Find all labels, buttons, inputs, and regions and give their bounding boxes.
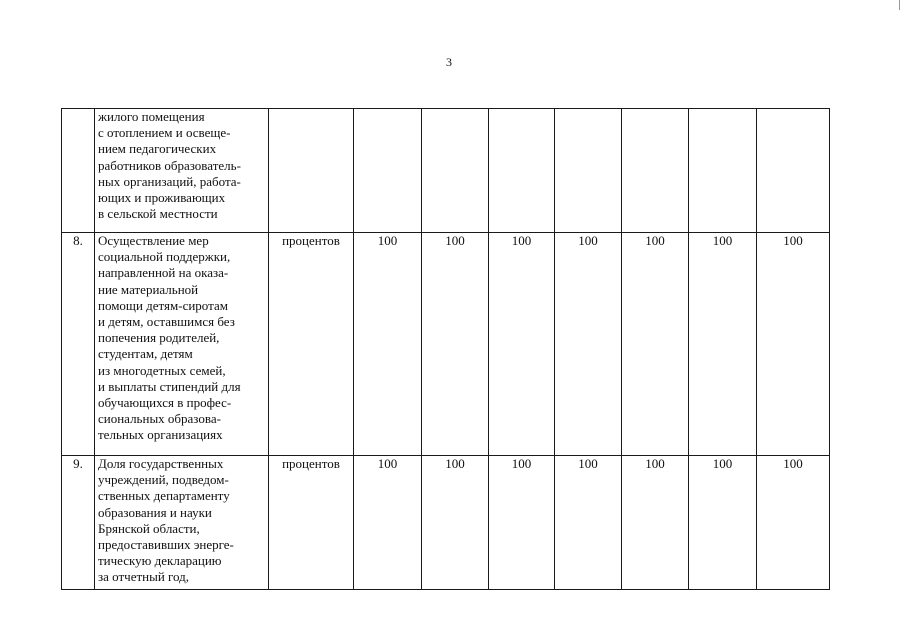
value-cell — [422, 109, 489, 233]
value-cell: 100 — [555, 456, 622, 590]
value-cell — [622, 109, 689, 233]
value-cell — [757, 109, 830, 233]
value-cell: 100 — [422, 456, 489, 590]
unit-cell — [269, 109, 354, 233]
value-cell: 100 — [757, 456, 830, 590]
value-cell: 100 — [489, 456, 555, 590]
indicators-table — [61, 108, 830, 590]
value-cell: 100 — [689, 456, 757, 590]
value-cell: 100 — [354, 456, 422, 590]
value-cell — [354, 109, 422, 233]
row-number — [62, 109, 95, 233]
value-cell: 100 — [622, 233, 689, 456]
table-row — [62, 233, 830, 456]
unit-cell: процентов — [269, 233, 354, 456]
unit-cell: процентов — [269, 456, 354, 590]
page-number: 3 — [446, 55, 452, 69]
indicator-name: Доля государственных учреждений, подведом- ственных департаменту образования и науки Брянской области, предоставивших энерге- тическую декларацию за отчетный год, — [95, 456, 269, 590]
value-cell — [489, 109, 555, 233]
indicator-name: жилого помещения с отоплением и освеще- нием педагогических работников образователь- ных организаций, работа- ющих и проживающих в сельской местности — [95, 109, 269, 233]
value-cell: 100 — [489, 233, 555, 456]
row-number: 9. — [62, 456, 95, 590]
value-cell — [689, 109, 757, 233]
value-cell: 100 — [757, 233, 830, 456]
row-number: 8. — [62, 233, 95, 456]
value-cell: 100 — [689, 233, 757, 456]
table-row — [62, 109, 830, 233]
value-cell: 100 — [354, 233, 422, 456]
value-cell: 100 — [422, 233, 489, 456]
scan-edge-mark — [899, 0, 900, 10]
table-row — [62, 456, 830, 590]
value-cell — [555, 109, 622, 233]
indicator-name: Осуществление мер социальной поддержки, направленной на оказа- ние материальной помощи детям-сиротам и детям, оставшимся без попечения родителей, студентам, детям из многодетных семей, и выплаты стипендий для обучающихся в профес- сиональных образова- тельных организациях — [95, 233, 269, 456]
value-cell: 100 — [555, 233, 622, 456]
value-cell: 100 — [622, 456, 689, 590]
